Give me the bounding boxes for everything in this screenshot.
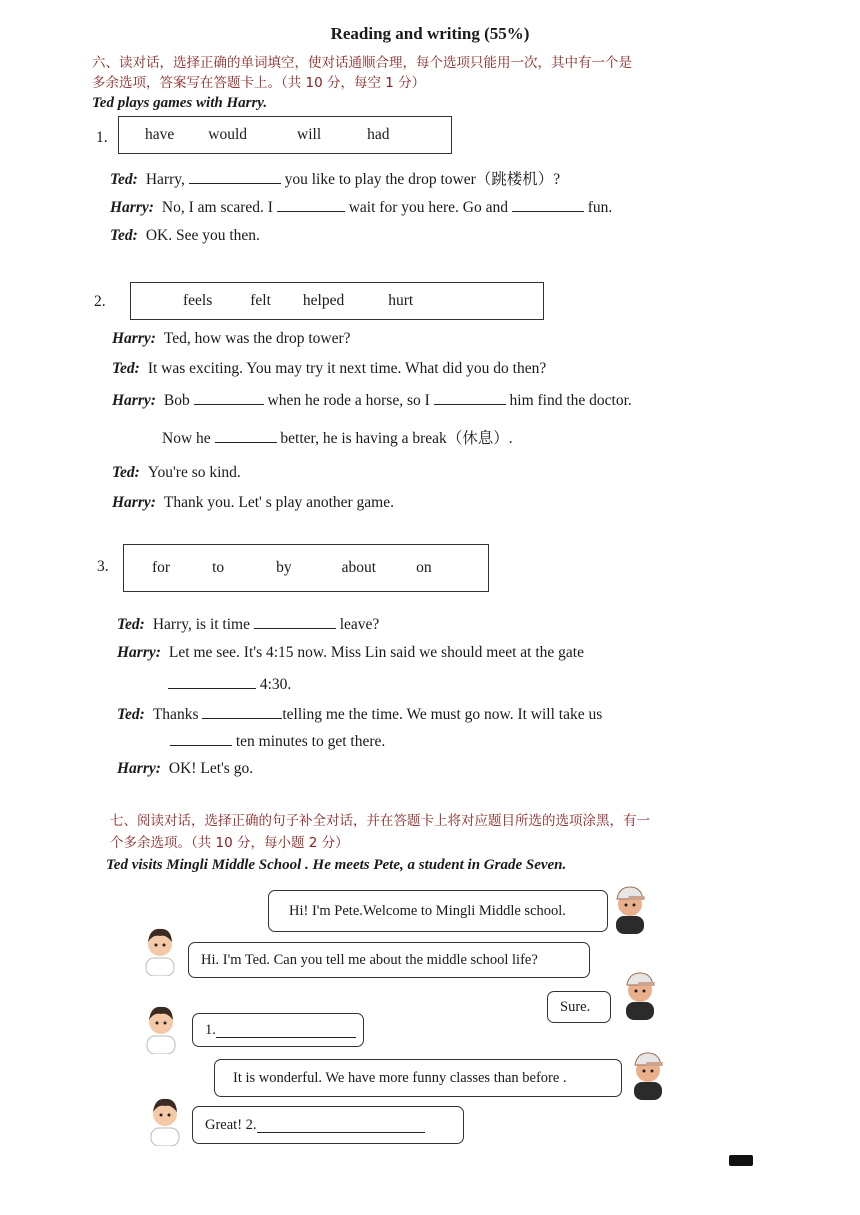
answer-blank[interactable] bbox=[215, 428, 277, 443]
dialogue-line bbox=[117, 644, 584, 662]
line-text: No, I am scared. I bbox=[161, 199, 277, 216]
word-option: hurt bbox=[388, 292, 414, 309]
section6-instruction-line1: 六、读对话，选择正确的单词填空，使对话通顺合理，每个选项只能用一次，其中有一个是 bbox=[92, 55, 632, 71]
speech-bubble-ted: Hi. I'm Ted. Can you tell me about the middle school life? bbox=[188, 942, 590, 978]
word-option: had bbox=[367, 126, 390, 143]
line-text: Harry, bbox=[145, 171, 189, 188]
word-option: for bbox=[152, 559, 171, 576]
dialogue-line bbox=[112, 390, 632, 410]
speaker-label: Harry: bbox=[117, 760, 161, 777]
line-text: Thank you. Let' s play another game. bbox=[163, 494, 394, 511]
question-number: 1. bbox=[96, 129, 108, 146]
line-text: Now he bbox=[162, 430, 215, 447]
line-text: 4:30. bbox=[256, 676, 292, 693]
word-option: on bbox=[416, 559, 432, 576]
word-option: will bbox=[297, 126, 322, 143]
line-text: OK! Let's go. bbox=[168, 760, 254, 777]
speaker-label: Harry: bbox=[117, 644, 161, 661]
section7-instruction-line1: 七、阅读对话，选择正确的句子补全对话，并在答题卡上将对应题目所选的选项涂黑，有一 bbox=[110, 813, 650, 829]
line-text: It was exciting. You may try it next time. What did you do then? bbox=[147, 360, 547, 377]
answer-blank[interactable] bbox=[254, 614, 336, 629]
line-text: Thanks bbox=[152, 706, 203, 723]
word-box-q2 bbox=[130, 282, 544, 320]
line-text: wait for you here. Go and bbox=[344, 199, 512, 216]
pete-avatar-icon bbox=[620, 968, 660, 1020]
question-number: 3. bbox=[97, 558, 109, 575]
word-box-q3 bbox=[123, 544, 489, 592]
blank-number: 1. bbox=[205, 1021, 216, 1038]
word-option: helped bbox=[302, 292, 345, 309]
speaker-label: Harry: bbox=[112, 494, 156, 511]
dialogue-line bbox=[110, 227, 260, 245]
dialogue-line bbox=[117, 760, 253, 778]
dialogue-line bbox=[112, 494, 394, 512]
dialogue-line bbox=[170, 731, 385, 751]
speaker-label: Ted: bbox=[110, 227, 138, 244]
page-title: Reading and writing (55%) bbox=[330, 24, 530, 43]
word-option: have bbox=[145, 126, 175, 143]
speaker-label: Harry: bbox=[110, 199, 154, 216]
answer-blank[interactable] bbox=[202, 704, 282, 719]
dialogue-line bbox=[162, 426, 513, 448]
answer-blank[interactable] bbox=[194, 390, 264, 405]
line-text: Let me see. It's 4:15 now. Miss Lin said we should meet at the gate bbox=[168, 644, 584, 661]
line-text: telling me the time. We must go now. It will take us bbox=[282, 706, 603, 723]
word-option: about bbox=[341, 559, 377, 576]
alignment-mark bbox=[729, 1155, 753, 1166]
word-option: would bbox=[208, 126, 248, 143]
ted-avatar-icon bbox=[140, 924, 180, 976]
line-text: ten minutes to get there. bbox=[232, 733, 386, 750]
dialogue-line bbox=[112, 330, 351, 348]
speaker-label: Ted: bbox=[112, 464, 140, 481]
speech-bubble-pete: Sure. bbox=[547, 991, 611, 1023]
answer-blank[interactable] bbox=[257, 1118, 425, 1133]
question-number: 2. bbox=[94, 293, 106, 310]
speaker-label: Harry: bbox=[112, 392, 156, 409]
dialogue-line bbox=[112, 360, 546, 378]
pete-avatar-icon bbox=[628, 1048, 668, 1100]
answer-blank[interactable] bbox=[189, 169, 281, 184]
dialogue-line bbox=[110, 167, 560, 189]
line-text: You're so kind. bbox=[147, 464, 241, 481]
ted-avatar-icon bbox=[145, 1094, 185, 1146]
speech-bubble-pete: Hi! I'm Pete.Welcome to Mingli Middle school. bbox=[268, 890, 608, 932]
dialogue-line bbox=[117, 704, 602, 724]
answer-blank[interactable] bbox=[216, 1023, 356, 1038]
section6-subtitle: Ted plays games with Harry. bbox=[92, 95, 268, 111]
speaker-label: Harry: bbox=[112, 330, 156, 347]
word-box-q1 bbox=[118, 116, 452, 154]
line-text: Bob bbox=[163, 392, 194, 409]
dialogue-line bbox=[112, 464, 241, 482]
word-option: by bbox=[276, 559, 292, 576]
speech-bubble-pete: It is wonderful. We have more funny classes than before . bbox=[214, 1059, 622, 1097]
speaker-label: Ted: bbox=[117, 616, 145, 633]
section7-subtitle: Ted visits Mingli Middle School . He meets Pete, a student in Grade Seven. bbox=[106, 857, 567, 873]
dialogue-line bbox=[110, 197, 612, 217]
line-text: when he rode a horse, so I bbox=[263, 392, 434, 409]
ted-avatar-icon bbox=[141, 1002, 181, 1054]
speaker-label: Ted: bbox=[117, 706, 145, 723]
speaker-label: Ted: bbox=[110, 171, 138, 188]
line-text: Harry, is it time bbox=[152, 616, 254, 633]
word-option: to bbox=[212, 559, 225, 576]
speech-bubble-ted-blank2 bbox=[192, 1106, 464, 1144]
line-text: better, he is having a break（休息）. bbox=[276, 430, 513, 447]
line-text: him find the doctor. bbox=[505, 392, 632, 409]
line-text: leave? bbox=[335, 616, 380, 633]
speech-bubble-ted-blank1 bbox=[192, 1013, 364, 1047]
section6-instruction-line2: 多余选项，答案写在答题卡上。（共 10 分，每空 1 分） bbox=[92, 75, 426, 91]
answer-blank[interactable] bbox=[168, 674, 256, 689]
pete-avatar-icon bbox=[610, 882, 650, 934]
line-text: Ted, how was the drop tower? bbox=[163, 330, 351, 347]
answer-blank[interactable] bbox=[512, 197, 584, 212]
answer-blank[interactable] bbox=[277, 197, 345, 212]
word-option: felt bbox=[250, 292, 271, 309]
line-text: fun. bbox=[583, 199, 613, 216]
blank-number: Great! 2. bbox=[205, 1116, 257, 1133]
line-text: OK. See you then. bbox=[145, 227, 260, 244]
answer-blank[interactable] bbox=[434, 390, 506, 405]
dialogue-line bbox=[168, 674, 291, 694]
dialogue-line bbox=[117, 614, 379, 634]
speaker-label: Ted: bbox=[112, 360, 140, 377]
line-text: you like to play the drop tower（跳楼机）? bbox=[280, 171, 561, 188]
answer-blank[interactable] bbox=[170, 731, 232, 746]
section7-instruction-line2: 个多余选项。（共 10 分，每小题 2 分） bbox=[110, 835, 349, 851]
word-option: feels bbox=[183, 292, 213, 309]
